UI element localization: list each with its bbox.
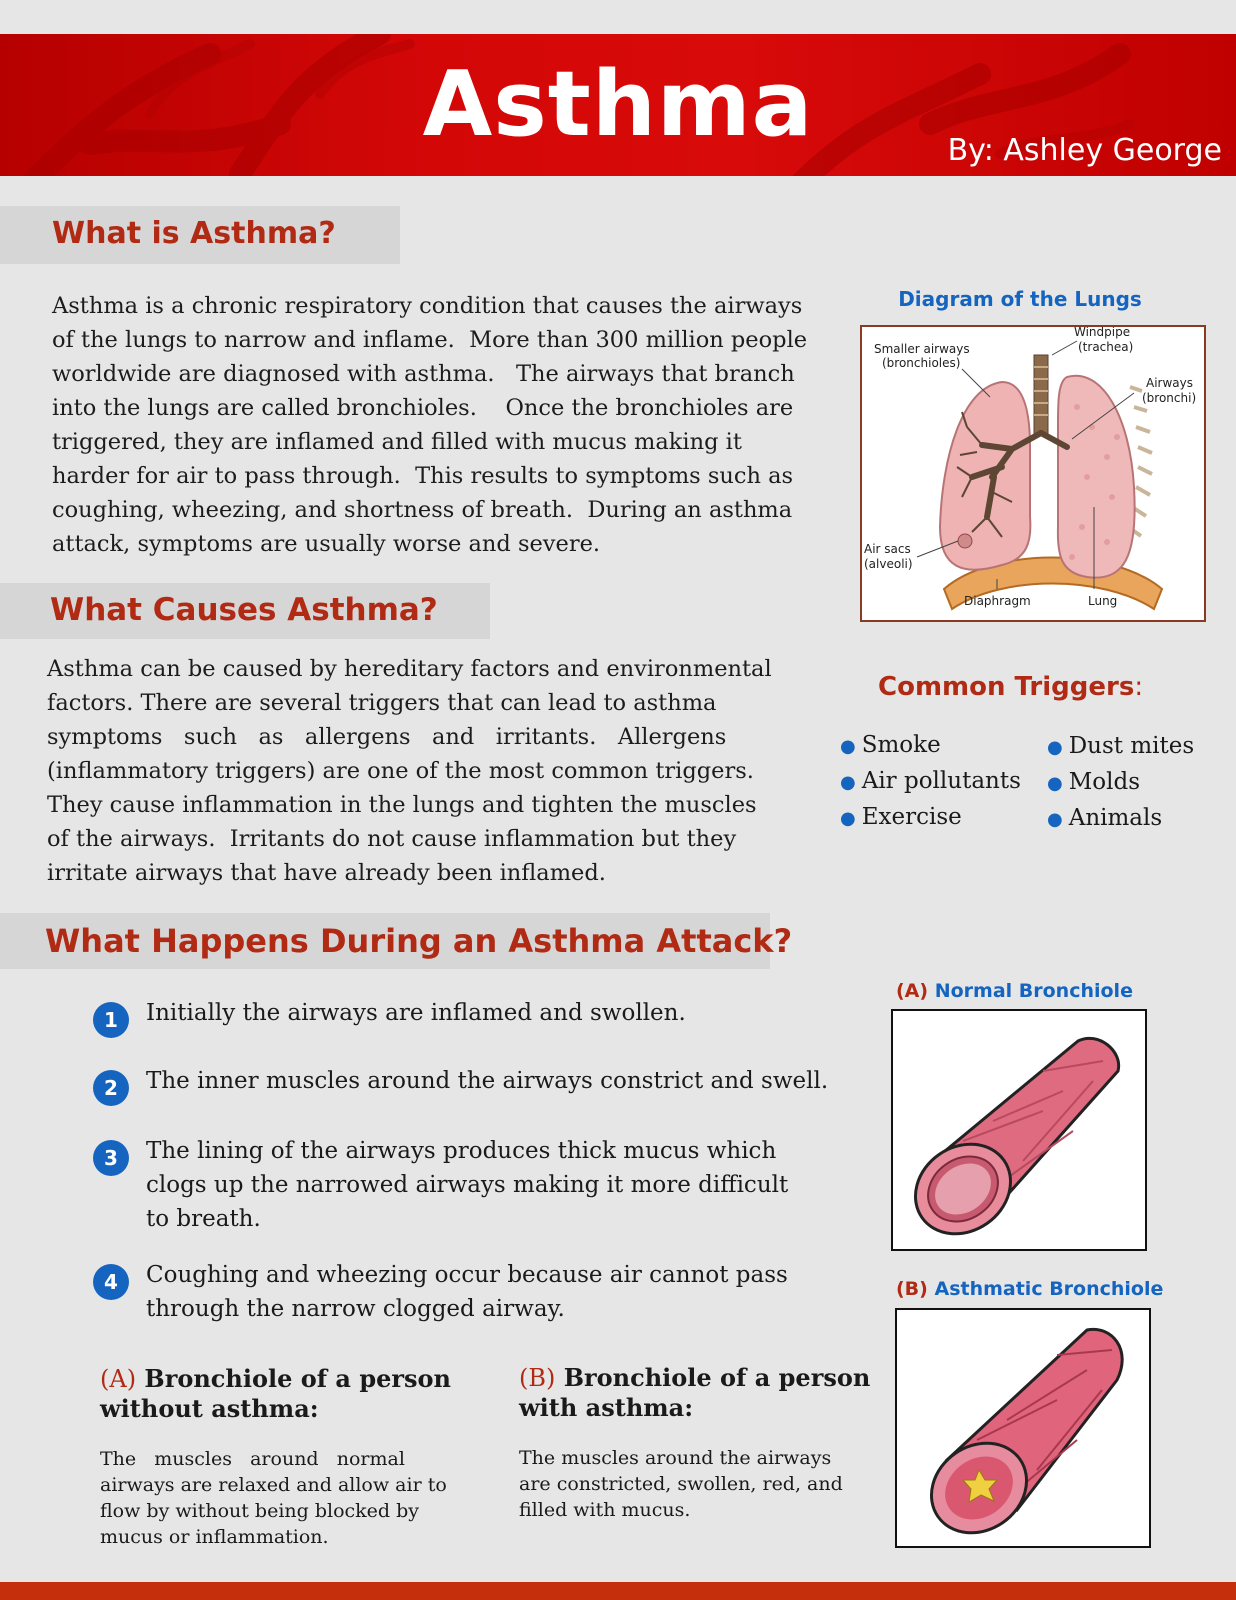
desc-a-heading2: without asthma: bbox=[100, 1394, 319, 1423]
figure-b-title: Asthmatic Bronchiole bbox=[934, 1278, 1164, 1300]
lungs-diagram-caption: Diagram of the Lungs bbox=[898, 287, 1142, 311]
step-line: Coughing and wheezing occur because air cannot pass bbox=[146, 1262, 788, 1288]
paragraph-line: factors. There are several triggers that can lead to asthma bbox=[47, 690, 717, 716]
paragraph-line: Asthma is a chronic respiratory condition that causes the airways bbox=[52, 293, 803, 319]
step-number-badge: 2 bbox=[93, 1070, 129, 1106]
desc-a-paragraph bbox=[100, 1446, 462, 1550]
trigger-label: Animals bbox=[1068, 805, 1163, 831]
section-heading-what-is: What is Asthma? bbox=[52, 216, 336, 251]
paragraph-line: of the airways. Irritants do not cause inflammation but they bbox=[47, 826, 737, 852]
paragraph-line: of the lungs to narrow and inflame. More than 300 million people bbox=[52, 327, 808, 353]
triggers-list-right bbox=[1047, 729, 1194, 837]
step-text bbox=[146, 996, 826, 1030]
paragraph-line: triggered, they are inflamed and filled with mucus making it bbox=[52, 429, 742, 455]
trigger-item bbox=[840, 728, 1021, 764]
figure-a-letter: (A) bbox=[896, 980, 929, 1002]
bullet-icon: ● bbox=[840, 736, 856, 757]
step-text bbox=[146, 1134, 826, 1236]
lungs-diagram bbox=[860, 325, 1206, 622]
trigger-label: Smoke bbox=[861, 732, 941, 758]
step-line: through the narrow clogged airway. bbox=[146, 1296, 565, 1322]
bullet-icon: ● bbox=[1047, 737, 1063, 758]
triggers-heading-colon: : bbox=[1134, 672, 1144, 702]
triggers-heading bbox=[878, 672, 1143, 702]
paragraph-line: symptoms such as allergens and irritants. Allergens bbox=[47, 724, 727, 750]
desc-b-letter: (B) bbox=[519, 1364, 556, 1392]
step-line: The inner muscles around the airways constrict and swell. bbox=[146, 1068, 829, 1094]
bullet-icon: ● bbox=[840, 772, 856, 793]
step-line: Initially the airways are inflamed and swollen. bbox=[146, 1000, 686, 1026]
figure-b-letter: (B) bbox=[896, 1278, 928, 1300]
triggers-list-left bbox=[840, 728, 1021, 836]
paragraph-line: attack, symptoms are usually worse and severe. bbox=[52, 531, 601, 557]
desc-b-heading2: with asthma: bbox=[519, 1393, 694, 1422]
right-lung-shape bbox=[1058, 376, 1135, 578]
step-line: to breath. bbox=[146, 1206, 261, 1232]
trigger-item bbox=[1047, 801, 1194, 837]
trigger-label: Air pollutants bbox=[861, 768, 1021, 794]
paragraph-line: filled with mucus. bbox=[519, 1499, 691, 1521]
paragraph-line: Asthma can be caused by hereditary factors and environmental bbox=[47, 656, 772, 682]
trigger-label: Dust mites bbox=[1068, 733, 1195, 759]
desc-b-heading1: Bronchiole of a person bbox=[563, 1363, 871, 1392]
bullet-icon: ● bbox=[1047, 773, 1063, 794]
trigger-label: Exercise bbox=[861, 804, 962, 830]
label-diaphragm: Diaphragm bbox=[964, 594, 1031, 608]
section-heading-attack: What Happens During an Asthma Attack? bbox=[45, 922, 793, 960]
trigger-item bbox=[840, 800, 1021, 836]
desc-a-letter: (A) bbox=[100, 1365, 137, 1393]
paragraph-line: irritate airways that have already been inflamed. bbox=[47, 860, 606, 886]
step-text bbox=[146, 1258, 826, 1326]
normal-bronchiole-image bbox=[891, 1009, 1147, 1251]
paragraph-line: harder for air to pass through. This results to symptoms such as bbox=[52, 463, 794, 489]
desc-b-paragraph bbox=[519, 1445, 859, 1523]
desc-b-heading bbox=[519, 1363, 879, 1423]
step-line: clogs up the narrowed airways making it more difficult bbox=[146, 1172, 789, 1198]
label-trachea: (trachea) bbox=[1078, 340, 1134, 354]
paragraph-line: into the lungs are called bronchioles. Once the bronchioles are bbox=[52, 395, 794, 421]
byline: By: Ashley George bbox=[947, 133, 1222, 168]
paragraph-line: airways are relaxed and allow air to bbox=[100, 1474, 447, 1496]
page-title: Asthma bbox=[422, 52, 814, 157]
paragraph-line: are constricted, swollen, red, and bbox=[519, 1473, 843, 1495]
label-windpipe: Windpipe bbox=[1074, 327, 1131, 339]
desc-a-heading1: Bronchiole of a person bbox=[144, 1364, 451, 1393]
paragraph-line: mucus or inflammation. bbox=[100, 1526, 329, 1548]
label-alveoli: (alveoli) bbox=[864, 557, 913, 571]
label-smaller-airways: Smaller airways bbox=[874, 342, 970, 356]
paragraph-line: (inflammatory triggers) are one of the most common triggers. bbox=[47, 758, 754, 784]
paragraph-line: worldwide are diagnosed with asthma. The airways that branch bbox=[52, 361, 795, 387]
left-lung-shape bbox=[940, 382, 1030, 570]
step-text bbox=[146, 1064, 829, 1098]
paragraph-line: flow by without being blocked by bbox=[100, 1500, 420, 1522]
step-number-badge: 3 bbox=[93, 1140, 129, 1176]
paragraph-line: coughing, wheezing, and shortness of breath. During an asthma bbox=[52, 497, 793, 523]
section-heading-causes: What Causes Asthma? bbox=[50, 592, 438, 628]
label-air-sacs: Air sacs bbox=[864, 542, 911, 556]
step-number-badge: 4 bbox=[93, 1264, 129, 1300]
section-causes-paragraph bbox=[47, 652, 802, 890]
figure-a-caption bbox=[896, 980, 1133, 1002]
step-line: The lining of the airways produces thick mucus which bbox=[146, 1138, 777, 1164]
trigger-item bbox=[840, 764, 1021, 800]
desc-a-heading bbox=[100, 1364, 480, 1424]
section-what-is-paragraph bbox=[52, 289, 829, 561]
paragraph-line: They cause inflammation in the lungs and tighten the muscles bbox=[47, 792, 757, 818]
label-bronchi: (bronchi) bbox=[1142, 391, 1197, 405]
footer-bar bbox=[0, 1582, 1236, 1600]
figure-b-caption bbox=[896, 1278, 1163, 1300]
alveoli-shape bbox=[958, 534, 972, 548]
paragraph-line: The muscles around normal bbox=[100, 1448, 405, 1470]
label-lung: Lung bbox=[1088, 594, 1118, 608]
bullet-icon: ● bbox=[840, 808, 856, 829]
triggers-heading-text: Common Triggers bbox=[878, 672, 1135, 702]
trigger-item bbox=[1047, 765, 1194, 801]
figure-a-title: Normal Bronchiole bbox=[934, 980, 1133, 1002]
paragraph-line: The muscles around the airways bbox=[519, 1447, 832, 1469]
label-bronchioles: (bronchioles) bbox=[882, 356, 961, 370]
step-number-badge: 1 bbox=[93, 1002, 129, 1038]
asthmatic-bronchiole-image bbox=[895, 1308, 1151, 1548]
trigger-item bbox=[1047, 729, 1194, 765]
trigger-label: Molds bbox=[1068, 769, 1140, 795]
label-airways: Airways bbox=[1146, 376, 1193, 390]
bullet-icon: ● bbox=[1047, 809, 1063, 830]
